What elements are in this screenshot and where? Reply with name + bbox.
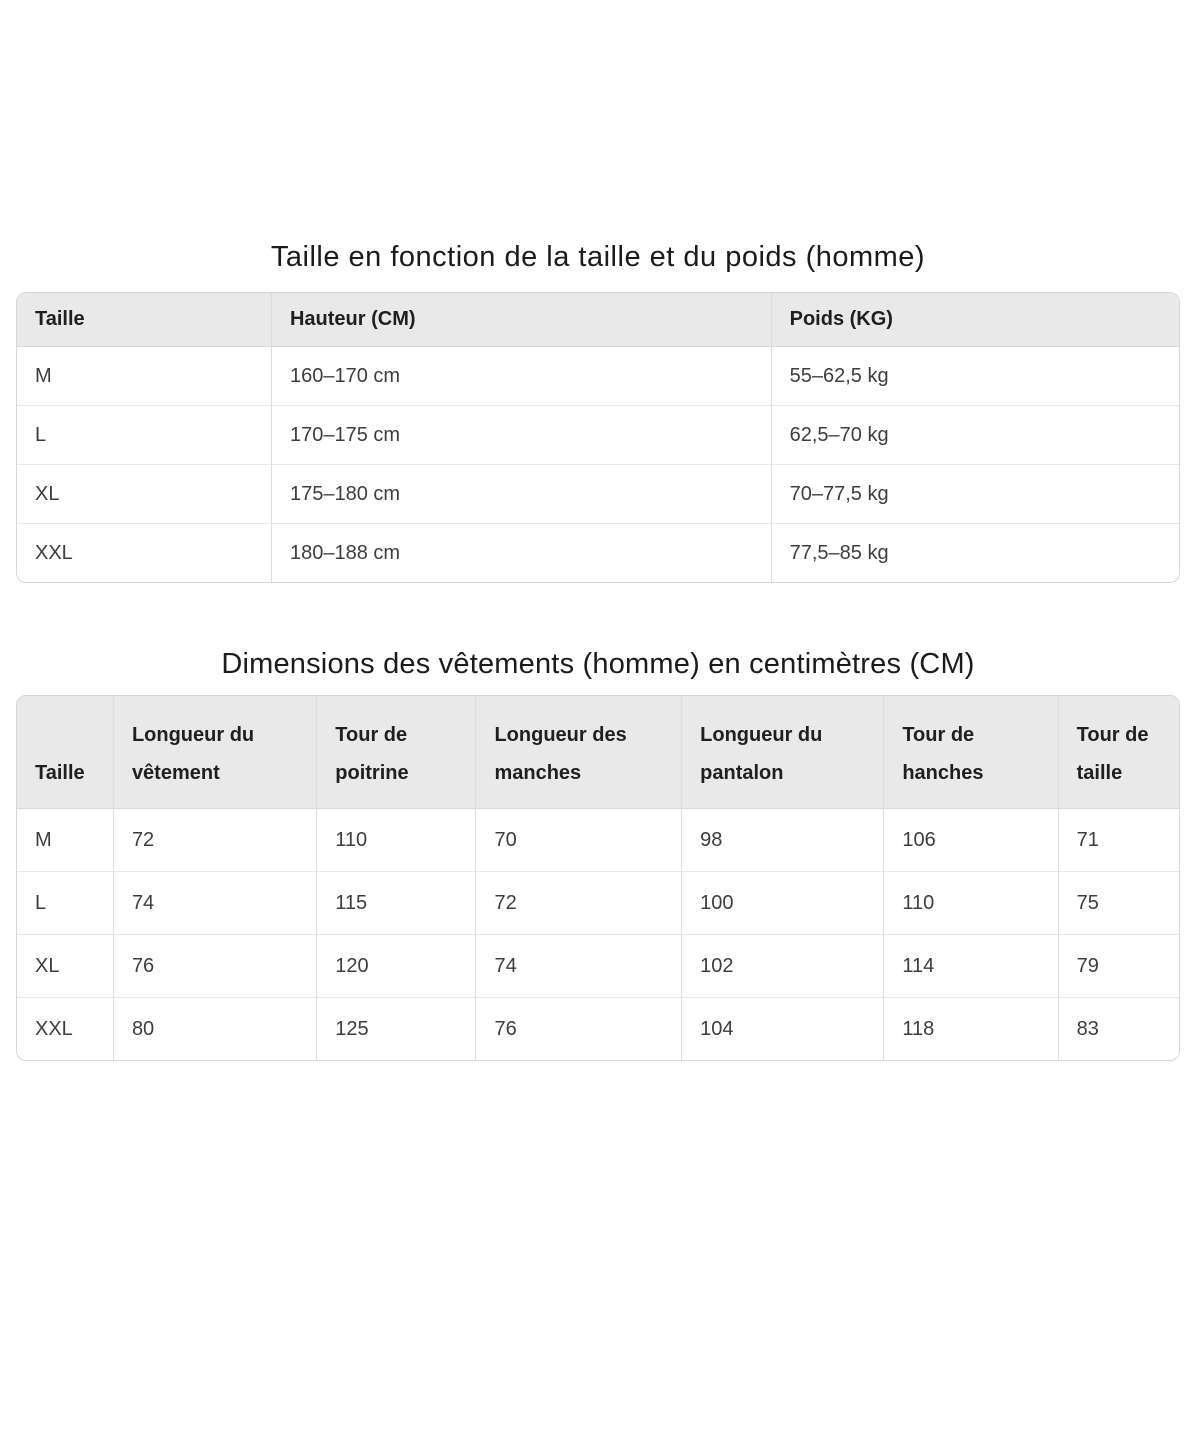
size-cell: L	[17, 406, 271, 465]
height-cell: 160–170 cm	[271, 347, 771, 406]
value-cell: 76	[113, 935, 316, 998]
size-cell: XL	[17, 935, 113, 998]
size-cell: XXL	[17, 998, 113, 1061]
size-by-height-weight-table	[17, 293, 1179, 582]
value-cell: 75	[1058, 872, 1179, 935]
header-cell-tour-hanches: Tour de hanches	[884, 696, 1058, 809]
value-cell: 104	[682, 998, 884, 1061]
table-row	[17, 347, 1179, 406]
height-cell: 170–175 cm	[271, 406, 771, 465]
value-cell: 80	[113, 998, 316, 1061]
header-cell-hauteur: Hauteur (CM)	[271, 293, 771, 347]
header-cell-longueur-vetement: Longueur du vêtement	[113, 696, 316, 809]
weight-cell: 55–62,5 kg	[789, 364, 889, 387]
garment-dimensions-table-container	[16, 695, 1180, 1061]
size-by-height-weight-table-container	[16, 292, 1180, 583]
size-cell: L	[17, 872, 113, 935]
header-cell-tour-poitrine: Tour de poitrine	[317, 696, 476, 809]
value-cell: 118	[884, 998, 1058, 1061]
value-cell: 114	[884, 935, 1058, 998]
value-cell: 76	[476, 998, 682, 1061]
weight-cell: 70–77,5 kg	[771, 465, 1179, 524]
value-cell: 70	[476, 809, 682, 872]
value-cell: 110	[884, 872, 1058, 935]
weight-cell: 77,5–85 kg	[771, 524, 1179, 583]
value-cell: 106	[884, 809, 1058, 872]
value-cell: 110	[317, 809, 476, 872]
size-cell: M	[17, 809, 113, 872]
value-cell: 72	[113, 809, 316, 872]
table-row	[17, 935, 1179, 998]
size-cell: M	[17, 347, 271, 406]
value-cell: 83	[1058, 998, 1179, 1061]
value-cell: 74	[113, 872, 316, 935]
size-cell: XXL	[17, 524, 271, 583]
value-cell: 74	[476, 935, 682, 998]
page-content	[0, 240, 1196, 1061]
header-cell-poids: Poids (KG)	[771, 293, 1179, 347]
value-cell: 102	[682, 935, 884, 998]
value-cell: 79	[1058, 935, 1179, 998]
value-cell: 120	[317, 935, 476, 998]
value-cell: 115	[317, 872, 476, 935]
header-cell-taille: Taille	[17, 696, 113, 809]
table-row	[17, 524, 1179, 583]
header-cell-longueur-pantalon: Longueur du pantalon	[682, 696, 884, 809]
value-cell: 98	[682, 809, 884, 872]
header-cell-tour-taille: Tour de taille	[1058, 696, 1179, 809]
height-cell: 175–180 cm	[271, 465, 771, 524]
value-cell: 71	[1076, 828, 1099, 851]
table-row	[17, 872, 1179, 935]
table-header-row	[17, 696, 1179, 809]
garment-dimensions-title: Dimensions des vêtements (homme) en centimètres (CM)	[221, 648, 975, 680]
value-cell: 100	[682, 872, 884, 935]
table-row	[17, 406, 1179, 465]
weight-cell: 62,5–70 kg	[771, 406, 1179, 465]
size-by-height-weight-title: Taille en fonction de la taille et du poids (homme)	[270, 241, 926, 273]
table-row	[17, 998, 1179, 1061]
table-header-row	[17, 293, 1179, 347]
value-cell: 125	[317, 998, 476, 1061]
header-cell-longueur-manches: Longueur des manches	[476, 696, 682, 809]
value-cell: 72	[476, 872, 682, 935]
header-cell-taille: Taille	[17, 293, 271, 347]
height-cell: 180–188 cm	[271, 524, 771, 583]
garment-dimensions-table	[17, 696, 1179, 1060]
table-row	[17, 465, 1179, 524]
table-row	[17, 809, 1179, 872]
size-cell: XL	[17, 465, 271, 524]
